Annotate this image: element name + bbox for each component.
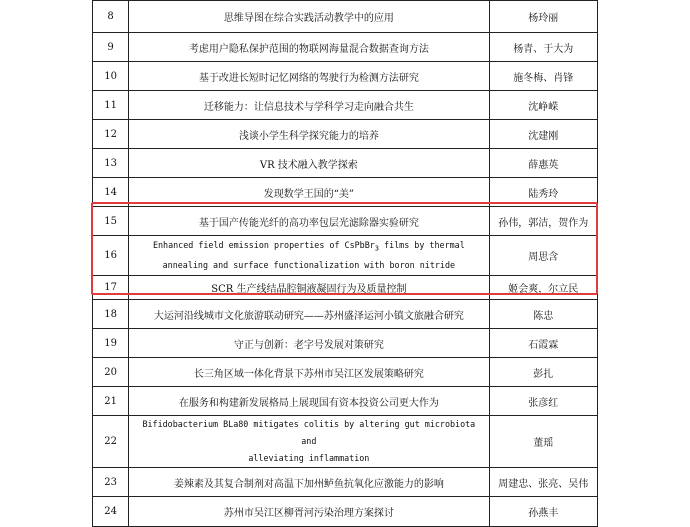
- row-number: 19: [93, 329, 129, 358]
- paper-title: [129, 416, 489, 468]
- table-row: [93, 1, 598, 33]
- paper-author: 石霞霖: [489, 329, 597, 358]
- paper-title: 在服务和构建新发展格局上展现国有资本投资公司更大作为: [129, 387, 489, 416]
- paper-author: 杨玲丽: [489, 1, 597, 33]
- paper-author: 周建忠、张亮、吴伟: [489, 468, 597, 497]
- paper-title: 浅谈小学生科学探究能力的培养: [129, 120, 489, 149]
- row-number: 18: [93, 300, 129, 329]
- row-number: 16: [93, 236, 129, 276]
- paper-title: 大运河沿线城市文化旅游联动研究——苏州盛泽运河小镇文旅融合研究: [129, 300, 489, 329]
- paper-title: [129, 236, 489, 276]
- row-number: 15: [93, 207, 129, 236]
- paper-title: 姜辣素及其复合制剂对高温下加州鲈鱼抗氧化应激能力的影响: [129, 468, 489, 497]
- paper-author: 姬会爽，尔立民: [489, 276, 597, 300]
- table-row: [93, 468, 598, 497]
- row-number: 22: [93, 416, 129, 468]
- table-row: [93, 178, 598, 207]
- table-row: [93, 358, 598, 387]
- paper-author: 杨青、于大为: [489, 33, 597, 62]
- row-number: 9: [93, 33, 129, 62]
- paper-title-line2: alleviating inflammation: [248, 453, 370, 463]
- row-number: 24: [93, 497, 129, 527]
- row-number: 20: [93, 358, 129, 387]
- table-row: [93, 120, 598, 149]
- paper-title: VR 技术融入教学探索: [129, 149, 489, 178]
- paper-author: 沈峥嵘: [489, 91, 597, 120]
- paper-title: 迁移能力：让信息技术与学科学习走向融合共生: [129, 91, 489, 120]
- paper-title-subscript: 3: [374, 244, 380, 253]
- paper-title: SCR 生产线结晶腔铜液凝固行为及质量控制: [129, 276, 489, 300]
- row-number: 8: [93, 1, 129, 33]
- table-row: [93, 416, 598, 468]
- paper-title-line2: annealing and surface functionalization with boron nitride: [162, 260, 456, 271]
- paper-title: 苏州市吴江区柳胥河污染治理方案探讨: [129, 497, 489, 527]
- row-number: 14: [93, 178, 129, 207]
- paper-author: 张彦红: [489, 387, 597, 416]
- table-row: [93, 91, 598, 120]
- table-row: [93, 300, 598, 329]
- table-row: [93, 33, 598, 62]
- paper-title: 思维导图在综合实践活动教学中的应用: [129, 1, 489, 33]
- row-number: 13: [93, 149, 129, 178]
- paper-author: 施冬梅、肖锋: [489, 62, 597, 91]
- row-number: 23: [93, 468, 129, 497]
- papers-table: [92, 0, 598, 527]
- table-row: [93, 62, 598, 91]
- paper-title-line1: Bifidobacterium BLa80 mitigates colitis by altering gut microbiota and: [142, 419, 476, 446]
- paper-title-line1-end: films by thermal: [379, 239, 465, 250]
- paper-title: 基于国产传能光纤的高功率包层光滤除器实验研究: [129, 207, 489, 236]
- paper-title: 考虑用户隐私保护范围的物联网海量混合数据查询方法: [129, 33, 489, 62]
- paper-title: 发现数学王国的“美”: [129, 178, 489, 207]
- paper-author: 沈建刚: [489, 120, 597, 149]
- table-row: [93, 276, 598, 300]
- paper-author: 孙燕丰: [489, 497, 597, 527]
- row-number: 21: [93, 387, 129, 416]
- table-row: [93, 149, 598, 178]
- paper-author: 董瑶: [489, 416, 597, 468]
- row-number: 17: [93, 276, 129, 300]
- paper-author: 彭扎: [489, 358, 597, 387]
- table-row: [93, 387, 598, 416]
- paper-author: 孙伟，郭洁，贺作为: [489, 207, 597, 236]
- table-row: [93, 207, 598, 236]
- table-row: [93, 497, 598, 527]
- paper-title: 守正与创新：老字号发展对策研究: [129, 329, 489, 358]
- row-number: 10: [93, 62, 129, 91]
- row-number: 11: [93, 91, 129, 120]
- paper-author: 陈忠: [489, 300, 597, 329]
- paper-author: 周思含: [489, 236, 597, 276]
- paper-title: 基于改进长短时记忆网络的驾驶行为检测方法研究: [129, 62, 489, 91]
- paper-author: 薛惠英: [489, 149, 597, 178]
- table-row: [93, 329, 598, 358]
- paper-title: 长三角区域一体化背景下苏州市吴江区发展策略研究: [129, 358, 489, 387]
- table-row: [93, 236, 598, 276]
- paper-title-line1: Enhanced field emission properties of CsPbBr: [152, 239, 375, 250]
- row-number: 12: [93, 120, 129, 149]
- paper-author: 陆秀玲: [489, 178, 597, 207]
